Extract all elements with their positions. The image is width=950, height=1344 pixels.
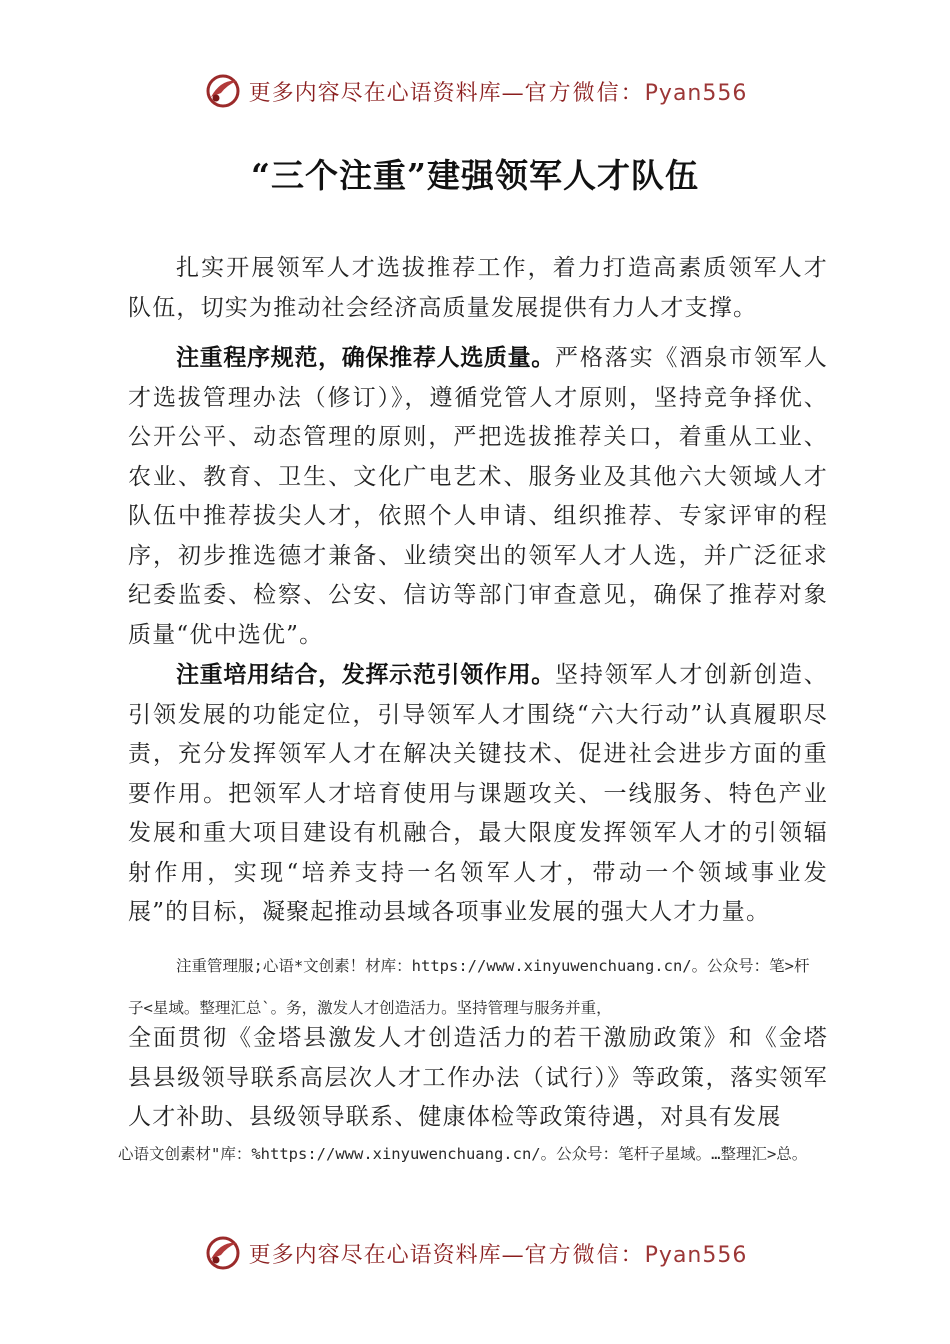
footer-banner-wechat: Pyan556 (644, 1242, 748, 1268)
header-banner (0, 66, 950, 116)
brand-logo-icon (203, 1233, 243, 1273)
section3-paragraph: 全面贯彻《金塔县激发人才创造活力的若干激励政策》和《金塔县县级领导联系高层次人才工作办法（试行）》等政策，落实领军人才补助、县级领导联系、健康体检等政策待遇，对具有发展 (128, 1025, 828, 1130)
watermark-line-3: 心语文创素材"库：%https://www.xinyuwenchuang.cn/。公众号：笔杆子星域。…整理汇>总。 (118, 1145, 808, 1163)
header-banner-wechat: Pyan556 (644, 80, 748, 106)
section1-paragraph (128, 339, 828, 655)
header-banner-text (249, 76, 748, 107)
footer-banner-text (249, 1238, 748, 1269)
brand-logo-icon (203, 71, 243, 111)
footer-banner-sub: 官方微信： (524, 1242, 645, 1268)
section2-lead: 注重培用结合，发挥示范引领作用。 (176, 662, 555, 688)
section2-body: 坚持领军人才创新创造、引领发展的功能定位，引导领军人才围绕“六大行动”认真履职尽责，充分发挥领军人才在解决关键技术、促进社会进步方面的重要作用。把领军人才培育使用与课题攻关、一线服务、特色产业发展和重大项目建设有机融合，最大限度发挥领军人才的引领辐射作用，实现“培养支持一名领军人才，带动一个领域事业发展”的目标，凝聚起推动县域各项事业发展的强大人才力量。 (128, 662, 828, 925)
section1-body: 严格落实《酒泉市领军人才选拔管理办法（修订）》，遵循党管人才原则，坚持竞争择优、公开公平、动态管理的原则，严把选拔推荐关口，着重从工业、农业、教育、卫生、文化广电艺术、服务业及其他六大领域人才队伍中推荐拔尖人才，依照个人申请、组织推荐、专家评审的程序，初步推选德才兼备、业绩突出的领军人才人选，并广泛征求纪委监委、检察、公安、信访等部门审查意见，确保了推荐对象质量“优中选优”。 (128, 345, 828, 648)
footer-banner-sep: — (501, 1242, 525, 1268)
footer-banner-main: 更多内容尽在心语资料库 (248, 1242, 502, 1268)
header-banner-main: 更多内容尽在心语资料库 (248, 80, 502, 106)
section2-paragraph (128, 656, 828, 933)
watermark-line-1: 注重管理服;心语*文创素！材库：https://www.xinyuwenchuang.cn/。公众号：笔>杆 (176, 957, 810, 975)
document-title: “三个注重”建强领军人才队伍 (251, 156, 699, 195)
watermark-line-2: 子<星域。整理汇总`。务，激发人才创造活力。坚持管理与服务并重， (128, 999, 612, 1017)
section1-lead: 注重程序规范，确保推荐人选质量。 (176, 345, 555, 371)
header-banner-sep: — (501, 80, 525, 106)
header-banner-sub: 官方微信： (524, 80, 645, 106)
intro-paragraph: 扎实开展领军人才选拔推荐工作，着力打造高素质领军人才队伍，切实为推动社会经济高质量发展提供有力人才支撑。 (128, 255, 828, 321)
footer-banner (0, 1228, 950, 1278)
